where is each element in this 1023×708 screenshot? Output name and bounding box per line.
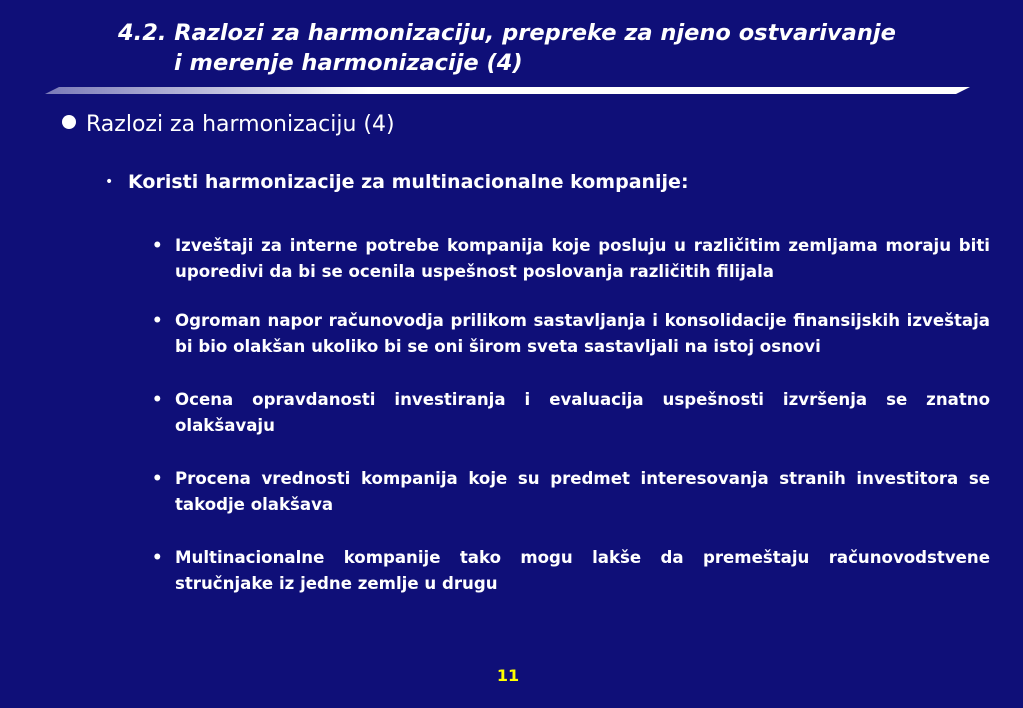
bullet-icon: • bbox=[152, 548, 163, 567]
list-item-text: Procena vrednosti kompanija koje su predmet interesovanja stranih investitora se takodje olakšava bbox=[175, 469, 990, 514]
slide-title bbox=[118, 18, 978, 78]
bullet-icon: • bbox=[105, 174, 114, 190]
section-heading bbox=[62, 110, 395, 140]
bullet-dot-icon bbox=[62, 115, 76, 129]
bullet-icon: • bbox=[152, 236, 163, 255]
list-item bbox=[150, 545, 990, 596]
subheading-text: Koristi harmonizacije za multinacionalne kompanije: bbox=[128, 171, 689, 193]
list-item bbox=[150, 387, 990, 438]
list-item-text: Izveštaji za interne potrebe kompanija koje posluju u različitim zemljama moraju biti uporedivi da bi se ocenila uspešnost poslovanja različitih filijala bbox=[175, 236, 990, 281]
title-line-1: 4.2. Razlozi za harmonizaciju, prepreke za njeno ostvarivanje bbox=[118, 20, 896, 46]
list-item-text: Ogroman napor računovodja prilikom sastavljanja i konsolidacije finansijskih izveštaja bi bio olakšan ukoliko bi se oni širom sveta sastavljali na istoj osnovi bbox=[175, 311, 990, 356]
list-item bbox=[150, 308, 990, 359]
bullet-icon: • bbox=[152, 390, 163, 409]
list-item-text: Ocena opravdanosti investiranja i evaluacija uspešnosti izvršenja se znatno olakšavaju bbox=[175, 390, 990, 435]
list-item bbox=[150, 466, 990, 517]
bullet-icon: • bbox=[152, 469, 163, 488]
page-number: 11 bbox=[496, 666, 520, 685]
list-item-text: Multinacionalne kompanije tako mogu lakše da premeštaju računovodstvene stručnjake iz jedne zemlje u drugu bbox=[175, 548, 990, 593]
title-line-2: i merenje harmonizacije (4) bbox=[174, 50, 523, 76]
bullet-icon: • bbox=[152, 311, 163, 330]
title-underline bbox=[45, 86, 970, 96]
list-item bbox=[150, 233, 990, 284]
subheading bbox=[105, 168, 689, 196]
benefit-list bbox=[150, 233, 990, 596]
section-heading-text: Razlozi za harmonizaciju (4) bbox=[86, 112, 395, 137]
